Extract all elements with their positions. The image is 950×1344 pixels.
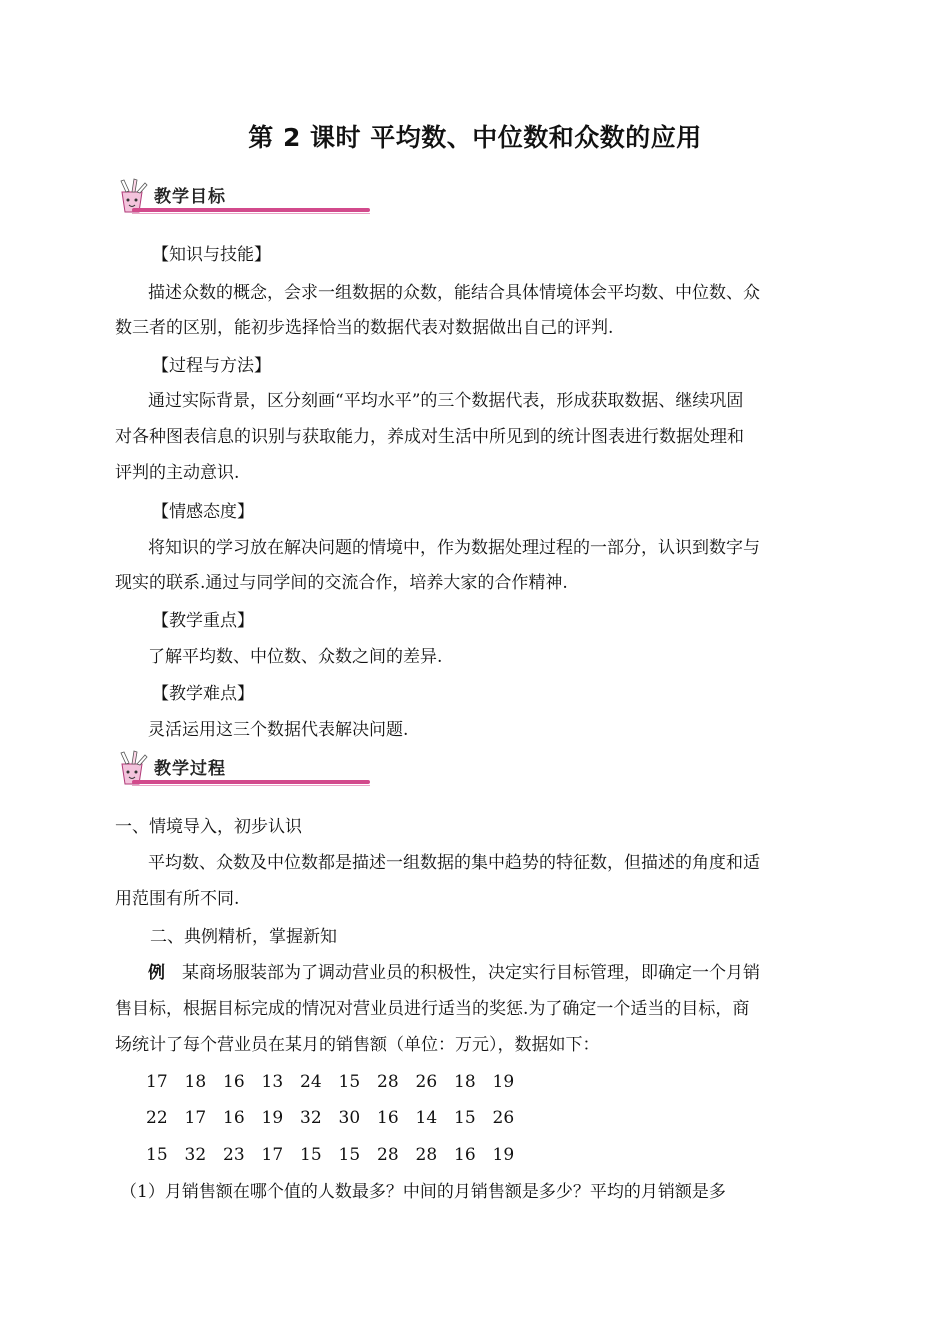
data-cell: 23 bbox=[223, 1145, 245, 1165]
data-cell: 17 bbox=[146, 1072, 168, 1092]
data-row-3 bbox=[146, 1143, 531, 1167]
process-method-heading: 【过程与方法】 bbox=[152, 356, 271, 376]
data-cell: 16 bbox=[377, 1108, 399, 1128]
data-cell: 17 bbox=[184, 1108, 207, 1128]
part1-heading: 一、情境导入，初步认识 bbox=[115, 817, 302, 837]
section-underline-thin bbox=[132, 785, 370, 786]
data-cell: 28 bbox=[415, 1145, 438, 1165]
section-underline bbox=[132, 780, 370, 784]
data-cell: 19 bbox=[492, 1072, 515, 1092]
knowledge-heading: 【知识与技能】 bbox=[152, 245, 271, 265]
paragraph-line: 将知识的学习放在解决问题的情境中，作为数据处理过程的一部分，认识到数字与 bbox=[148, 538, 760, 558]
example-label: 例 bbox=[148, 963, 165, 983]
example-line bbox=[148, 961, 873, 985]
data-cell: 17 bbox=[261, 1145, 284, 1165]
data-cell: 13 bbox=[261, 1072, 284, 1092]
paragraph-line: 数三者的区别，能初步选择恰当的数据代表对数据做出自己的评判. bbox=[115, 318, 614, 338]
paragraph-line: 场统计了每个营业员在某月的销售额（单位：万元），数据如下： bbox=[115, 1035, 600, 1055]
paragraph-line: 灵活运用这三个数据代表解决问题. bbox=[148, 720, 409, 740]
paragraph-line: 售目标，根据目标完成的情况对营业员进行适当的奖惩.为了确定一个适当的目标，商 bbox=[115, 999, 750, 1019]
paragraph-line: 通过实际背景，区分刻画“平均水平”的三个数据代表，形成获取数据、继续巩固 bbox=[148, 391, 744, 411]
section-label: 教学目标 bbox=[154, 187, 226, 207]
section-underline bbox=[132, 208, 370, 212]
data-cell: 19 bbox=[492, 1145, 515, 1165]
paragraph-line: 平均数、众数及中位数都是描述一组数据的集中趋势的特征数，但描述的角度和适 bbox=[148, 853, 760, 873]
data-cell: 28 bbox=[377, 1145, 399, 1165]
data-cell: 15 bbox=[338, 1145, 361, 1165]
difficulty-heading: 【教学难点】 bbox=[152, 684, 254, 704]
data-cell: 24 bbox=[300, 1072, 322, 1092]
paragraph-line: 了解平均数、中位数、众数之间的差异. bbox=[148, 647, 443, 667]
data-cell: 15 bbox=[300, 1145, 322, 1165]
data-row-1 bbox=[146, 1070, 531, 1094]
section-label: 教学过程 bbox=[154, 759, 226, 779]
paragraph-line: 评判的主动意识. bbox=[115, 463, 240, 483]
data-cell: 26 bbox=[492, 1108, 515, 1128]
data-cell: 15 bbox=[146, 1145, 168, 1165]
paragraph-line: 对各种图表信息的识别与获取能力，养成对生活中所见到的统计图表进行数据处理和 bbox=[115, 427, 744, 447]
paragraph-line: 现实的联系.通过与同学间的交流合作，培养大家的合作精神. bbox=[115, 573, 568, 593]
cartoon-pencil-cup-icon bbox=[112, 750, 156, 790]
section-underline-thin bbox=[132, 213, 370, 214]
data-cell: 30 bbox=[338, 1108, 361, 1128]
cartoon-pencil-cup-icon bbox=[112, 178, 156, 218]
data-cell: 32 bbox=[300, 1108, 322, 1128]
data-cell: 32 bbox=[184, 1145, 207, 1165]
data-cell: 18 bbox=[454, 1072, 476, 1092]
paragraph-line: 用范围有所不同. bbox=[115, 889, 240, 909]
data-cell: 15 bbox=[454, 1108, 476, 1128]
data-cell: 14 bbox=[415, 1108, 438, 1128]
data-cell: 19 bbox=[261, 1108, 284, 1128]
data-cell: 18 bbox=[184, 1072, 207, 1092]
question-1: （1）月销售额在哪个值的人数最多？中间的月销售额是多少？平均的月销额是多 bbox=[120, 1182, 726, 1202]
data-cell: 26 bbox=[415, 1072, 438, 1092]
section-badge-teaching-process bbox=[112, 750, 262, 792]
data-row-2 bbox=[146, 1106, 531, 1130]
data-cell: 16 bbox=[223, 1108, 245, 1128]
data-cell: 22 bbox=[146, 1108, 168, 1128]
page-title: 第 2 课时 平均数、中位数和众数的应用 bbox=[248, 123, 702, 152]
example-text: 某商场服装部为了调动营业员的积极性，决定实行目标管理，即确定一个月销 bbox=[182, 963, 760, 983]
part2-heading: 二、典例精析，掌握新知 bbox=[150, 927, 337, 947]
paragraph-line: 描述众数的概念，会求一组数据的众数，能结合具体情境体会平均数、中位数、众 bbox=[148, 283, 760, 303]
emotion-heading: 【情感态度】 bbox=[152, 502, 254, 522]
data-cell: 28 bbox=[377, 1072, 399, 1092]
data-cell: 15 bbox=[338, 1072, 361, 1092]
key-points-heading: 【教学重点】 bbox=[152, 611, 254, 631]
data-cell: 16 bbox=[454, 1145, 476, 1165]
section-badge-teaching-goals bbox=[112, 178, 262, 220]
data-cell: 16 bbox=[223, 1072, 245, 1092]
